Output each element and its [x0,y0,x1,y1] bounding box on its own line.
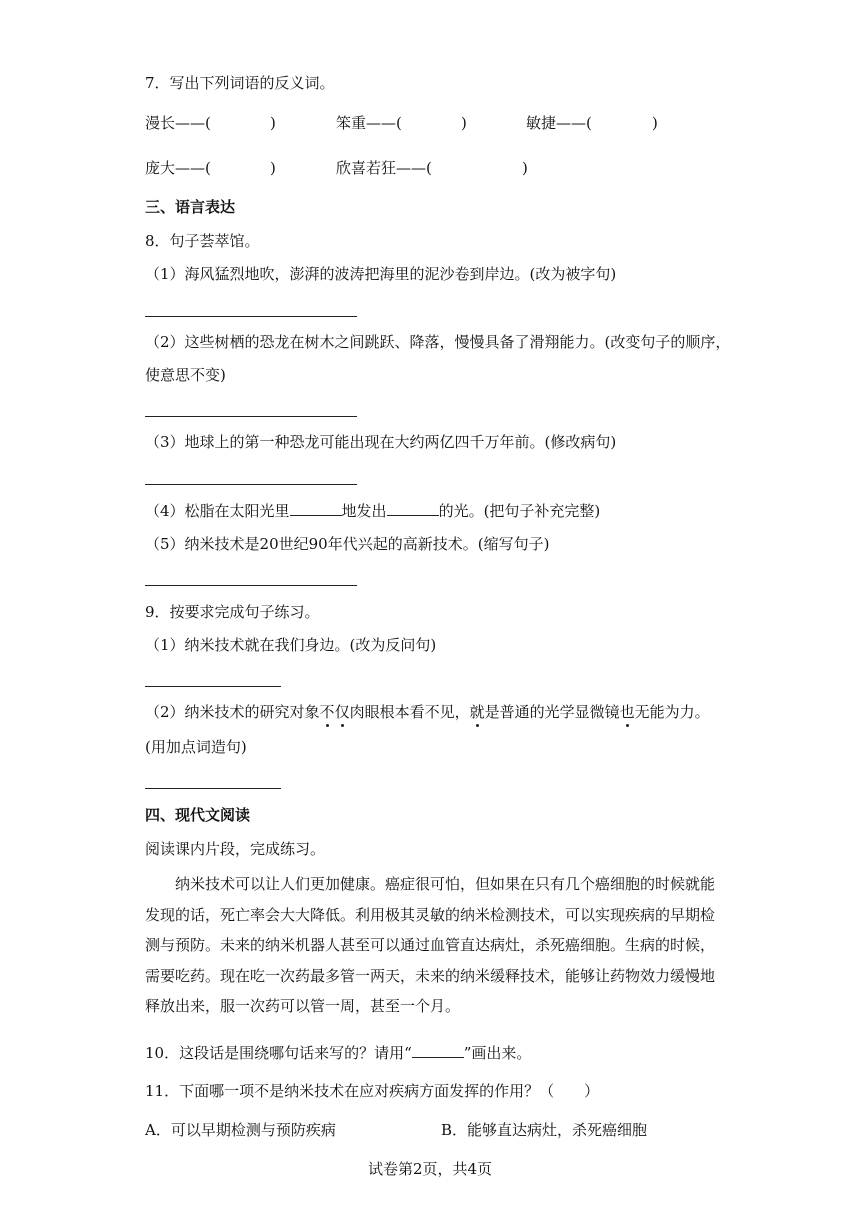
dotted-char: 不 [319,703,335,721]
q9-answer-line-1[interactable] [145,686,281,687]
q7-item-4-close: ) [270,159,276,177]
page-footer: 试卷第2页，共4页 [367,1160,493,1178]
dotted-char: 也 [619,703,635,721]
q7-item-1-close: ) [270,114,276,132]
section-4-heading: 四、现代文阅读 [145,806,251,824]
q8-sentence-4: （4）松脂在太阳光里 地发出 的光。(把句子补充完整) [145,502,601,520]
q11-option-b[interactable]: B．能够直达病灶，杀死癌细胞 [441,1121,648,1139]
q8-answer-line-3[interactable] [145,484,357,485]
q10-prompt: 10．这段话是围绕哪句话来写的？请用“ ”画出来。 [145,1044,532,1062]
q7-item-5: 欣喜若狂——( [336,159,432,177]
q8-sentence-1: （1）海风猛烈地吹，澎湃的波涛把海里的泥沙卷到岸边。(改为被字句) [145,265,617,283]
q7-item-3: 敏捷——( [526,114,592,132]
q8-answer-line-5[interactable] [145,585,357,586]
q9-sentence-2: （2）纳米技术的研究对象不仅肉眼根本看不见，就是普通的光学显微镜也无能为力。 [145,703,710,721]
q8-answer-line-2[interactable] [145,416,357,417]
q7-item-4: 庞大——( [145,159,211,177]
reading-passage: 纳米技术可以让人们更加健康。癌症很可怕，但如果在只有几个癌细胞的时候就能发现的话，死亡率会大大降低。利用极其灵敏的纳米检测技术，可以实现疾病的早期检测与预防。未来的纳米机器人甚至可以通过血管直达病灶，杀死癌细胞。生病的时候，需要吃药。现在吃一次药最多管一两天，未来的纳米缓释技术，能够让药物效力缓慢地释放出来，服一次药可以管一周，甚至一个月。 [145,875,716,1015]
q7-prompt: 7．写出下列词语的反义词。 [145,74,335,92]
dotted-char: 仅 [334,703,350,721]
underline-sample [412,1042,464,1058]
section-3-heading: 三、语言表达 [145,198,236,216]
q11-prompt: 11．下面哪一项不是纳米技术在应对疾病方面发挥的作用？（ ） [145,1082,600,1100]
q7-item-2: 笨重——( [336,114,402,132]
q8-prompt: 8．句子荟萃馆。 [145,232,260,250]
q7-item-2-close: ) [461,114,467,132]
reading-intro: 阅读课内片段，完成练习。 [145,840,326,858]
q9-answer-line-2[interactable] [145,788,281,789]
q11-option-a[interactable]: A．可以早期检测与预防疾病 [145,1121,336,1139]
q7-item-3-close: ) [652,114,658,132]
q9-prompt: 9．按要求完成句子练习。 [145,603,320,621]
q7-item-5-close: ) [522,159,528,177]
q8-blank-1[interactable] [290,500,342,516]
q8-sentence-3: （3）地球上的第一种恐龙可能出现在大约两亿四千万年前。(修改病句) [145,433,617,451]
q9-sentence-1: （1）纳米技术就在我们身边。(改为反问句) [145,636,437,654]
q8-sentence-2a: （2）这些树栖的恐龙在树木之间跳跃、降落，慢慢具备了滑翔能力。(改变句子的顺序， [145,333,731,351]
q8-sentence-2b: 使意思不变) [145,366,226,384]
q8-blank-2[interactable] [387,500,439,516]
q8-answer-line-1[interactable] [145,316,357,317]
q9-sentence-2b: (用加点词造句) [145,738,247,756]
q8-sentence-5: （5）纳米技术是20世纪90年代兴起的高新技术。(缩写句子) [145,535,550,553]
dotted-char: 就 [469,703,485,721]
q7-item-1: 漫长——( [145,114,211,132]
